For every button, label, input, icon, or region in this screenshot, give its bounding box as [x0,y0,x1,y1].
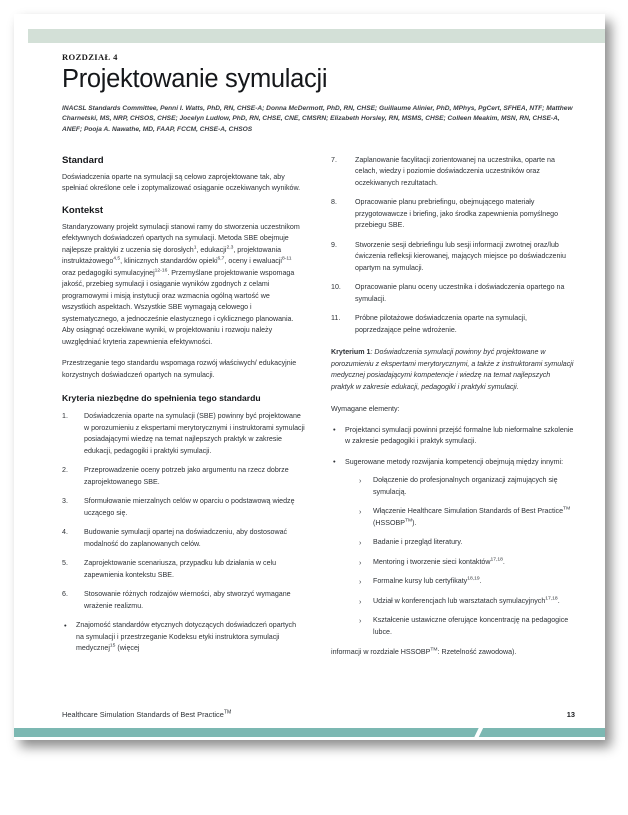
list-marker: 11. [331,314,341,323]
required-elements-heading: Wymagane elementy: [331,405,400,414]
list-marker: 7. [331,155,337,164]
footer-title [62,710,231,719]
section-heading-kontekst: Kontekst [62,204,104,216]
kontekst-run-c: , projektowania instruktażowego [62,245,282,266]
chevron-right-icon: › [359,538,362,548]
trademark-mark-2: TM [404,518,413,524]
chevron-right-icon: › [359,577,362,587]
kontekst-run-f: oraz pedagogiki symulacyjnej [62,268,155,277]
criterion-text: : Doświadczenia symulacji powinny być projektowane w porozumieniu z ekspertami merytorycznymi, a także z instruktorami symulacji medycznej posiadającymi kompetencje i wiedzę na temat najlepszych praktyk w zakresie edukacji, pedagogiki i praktyki symulacji. [331,348,574,391]
author-list: INACSL Standards Committee, Penni I. Watts, PhD, RN, CHSE-A; Donna McDermott, PhD, RN, CHSE; Guillaume Alinier, PhD, MPhys, PgCert, SFHEA, NTF; Matthew Charnetski, MS, NRP, CHSOS, CHSE; Jocelyn Ludlow, PhD, RN, CHSE, CNE, CMSRN; Elizabeth Horsley, RN, MSMS, CHSE; Colleen Meakim, MSN, RN, CHSE-A, ANEF; Pooja A. Nawathe, MD, FAAP, FCCM, CHSE-A, CHSOS [62,104,573,133]
footer-title-text: Healthcare Simulation Standards of Best Practice [62,710,224,719]
continuation-paragraph [331,647,574,658]
list-item-text: Dołączenie do profesjonalnych organizacji zajmujących się symulacją. [373,476,558,496]
list-marker: 4. [62,528,68,537]
list-marker: 5. [62,559,68,568]
list-item-text: Projektanci symulacji powinni przejść formalne lub nieformalne szkolenie w zakresie pedagogiki i praktyk symulacji. [345,425,574,446]
list-item [331,425,574,448]
trademark-mark: TM [563,506,571,512]
criteria-list-left [62,411,305,612]
list-item [331,313,574,336]
citation-ref-2: 2,3 [226,245,234,251]
subsection-heading-kryteria: Kryteria niezbędne do spełnienia tego standardu [62,393,261,404]
list-item-text: Przeprowadzenie oceny potrzeb jako argumentu na rzecz dobrze zaprojektowanego SBE. [84,466,289,486]
list-item-text: Budowanie symulacji opartej na doświadczeniu, aby dostosować modalność do zaplanowanych celów. [84,528,288,548]
citation-ref-3: 4,5 [113,257,121,263]
chevron-right-icon: › [359,616,362,626]
bullet-icon: • [333,457,336,467]
two-column-body [62,155,575,669]
criterion-1-block [331,347,574,393]
list-item-text-cont: (więcej [115,644,140,653]
list-item [359,557,574,568]
left-column [62,155,305,669]
list-item-text: Zaplanowanie facylitacji zorientowanej na uczestnika, oparte na celach, wiedzy i poziomie doświadczenia uczestników oraz oczekiwanych rezultatach. [355,155,555,187]
citation-ref-6: 12-16 [154,268,168,274]
list-marker: 1. [62,412,68,421]
list-item-text: Doświadczenia oparte na symulacji (SBE) powinny być projektowane w porozumieniu z ekspertami merytorycznymi i instruktorami symulacji posiadającymi wiedzę na temat najlepszych praktyk w zakresie edukacji, pedagogiki i praktyki symulacji. [84,412,305,455]
required-elements-bullets [331,425,574,638]
citation-ref-5: 8-11 [282,257,292,263]
list-item-text: Zaprojektowanie scenariusza, przypadku lub działania w celu zapewnienia kontekstu SBE. [84,559,277,579]
chevron-right-icon: › [359,557,362,567]
page-top-accent-band [28,29,605,43]
list-item-text-cont: . [557,596,560,605]
page-title: Projektowanie symulacji [62,65,328,93]
list-item-text: Udział w konferencjach lub warsztatach symulacyjnych [373,596,546,605]
list-item [62,620,305,654]
kontekst-paragraph-1 [62,222,305,348]
list-marker: 9. [331,240,337,249]
list-item-text: Stosowanie różnych rodzajów wierności, aby stworzyć wymagane wrażenie realizmu. [84,590,291,610]
criterion-label: Kryterium 1 [331,348,371,357]
document-page [14,14,605,740]
list-item [359,615,574,638]
citation-ref-1: 1 [193,245,197,251]
list-marker: 6. [62,590,68,599]
kontekst-paragraph-2: Przestrzeganie tego standardu wspomaga rozwój właściwych/ edukacyjnie korzystnych doświadczeń opartych na symulacji. [62,359,297,379]
citation-ref-15: 15 [109,643,116,649]
list-item-text: Sformułowanie mierzalnych celów w oparciu o podstawową wiedzę uczącego się. [84,497,295,517]
list-item-text-end: ). [412,518,417,527]
continuation-run-b: : Rzetelność zawodowa). [437,648,517,656]
citation-ref: 18,19 [467,576,480,582]
page-number: 13 [566,710,575,719]
list-item-text: Próbne pilotażowe doświadczenia oparte na symulacji, poprzedzające pełne wdrożenie. [355,314,527,334]
competency-methods-sublist [359,475,574,638]
list-item [62,411,305,457]
citation-ref: 17,18 [490,557,503,563]
list-item [62,496,305,519]
continuation-run-a: informacji w rozdziale HSSOBP [331,648,431,656]
chevron-right-icon: › [359,507,362,517]
list-item [359,537,574,548]
page-content [62,52,575,668]
list-item-text: Formalne kursy lub certyfikaty [373,577,468,586]
orphan-bullet-list-left [62,620,305,654]
list-marker: 3. [62,497,68,506]
list-item-text: Stworzenie sesji debriefingu lub sesji informacji zwrotnej oraz/lub ćwiczenia refleksji kierowanej, mających miejsce po doświadczeniu opartym na symulacji. [355,240,566,272]
list-item-text: Sugerowane metody rozwijania kompetencji obejmują między innymi: [345,457,564,466]
list-marker: 10. [331,283,341,292]
page-bottom-accent-band [14,728,605,737]
chapter-label: ROZDZIAŁ 4 [62,52,118,62]
bullet-icon: • [333,425,336,435]
list-item-text-cont: . [502,557,505,566]
kontekst-run-g: . Przemyślane projektowanie wspomaga jakość, przebieg symulacji i osiąganie wyników zgodnych z celami programowymi i misją instytucji oraz wzmacnia ogólną wartość we wszystkich aspektach. Wszystkie SBE wymagają celowego i systematycznego, a jednocześnie elastycznego i cyklicznego planowania. Aby osiągnąć oczekiwane wyniki, w projektowaniu i rozwoju należy uwzględniać kryteria zapewnienia efektywności. [62,268,295,346]
list-item [359,506,574,529]
list-item [331,457,574,638]
list-item [331,282,574,305]
list-item-text: Kształcenie ustawiczne oferujące koncentrację na pedagogice lubce. [373,616,569,636]
list-item [62,527,305,550]
list-item [331,240,574,274]
trademark-mark: TM [223,709,232,716]
list-item [62,558,305,581]
page-footer [62,710,575,719]
list-item-text: Włączenie Healthcare Simulation Standards of Best Practice [373,507,564,516]
trademark-mark: TM [430,647,438,653]
chevron-right-icon: › [359,476,362,486]
list-item-text-cont: . [479,577,482,586]
list-item-text-cont: (HSSOBP [373,518,405,527]
criteria-list-right [331,155,574,336]
list-item-text: Mentoring i tworzenie sieci kontaktów [373,557,491,566]
list-item-text: Opracowanie planu oceny uczestnika i doświadczenia opartego na symulacji. [355,283,565,303]
bullet-icon: • [64,620,67,630]
list-item [331,197,574,231]
band-notch-decoration [471,728,484,737]
list-marker: 8. [331,198,337,207]
standard-paragraph: Doświadczenia oparte na symulacji są celowo zaprojektowane tak, aby spełniać określone cele i zoptymalizować osiąganie oczekiwanych wyników. [62,172,301,193]
list-item [331,155,574,189]
list-item-text: Badanie i przegląd literatury. [373,538,463,547]
list-item [62,589,305,612]
list-item [62,465,305,488]
kontekst-run-b: , edukacji [196,245,227,254]
kontekst-run-e: , oceny i ewaluacji [224,257,283,266]
chevron-right-icon: › [359,596,362,606]
kontekst-run-d: , klinicznych standardów opieki [120,257,218,266]
list-item [359,596,574,607]
kontekst-run-a: Standaryzowany projekt symulacji stanowi ramy do stworzenia uczestnikom efektywnych doświadczeń opartych na symulacji. Metoda SBE obejmuje najlepsze praktyki z uczenia się dorosłych [62,222,300,254]
list-item-text: Opracowanie planu prebriefingu, obejmującego materiały przygotowawcze i briefing, jako środka zapewnienia pomyślnego przebiegu SBE. [355,198,559,230]
list-marker: 2. [62,466,68,475]
citation-ref-4: 6,7 [217,257,225,263]
citation-ref: 17,18 [545,596,558,602]
list-item-text: Znajomość standardów etycznych dotyczących doświadczeń opartych na symulacji i przestrzeganie Kodeksu etyki instruktora symulacji medycznej [76,621,297,653]
right-column [331,155,574,669]
section-heading-standard: Standard [62,154,104,166]
list-item [359,576,574,587]
list-item [359,475,574,498]
